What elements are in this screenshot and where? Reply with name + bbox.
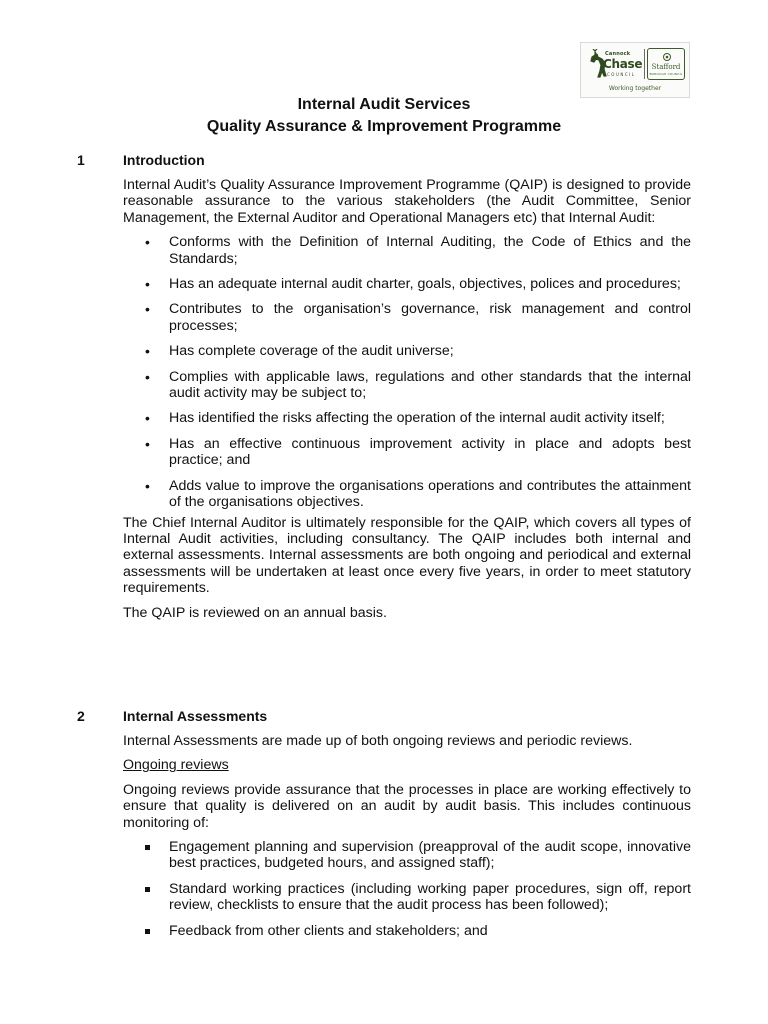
stafford-knot-icon <box>662 52 672 62</box>
list-item: • Has an effective continuous improvement activity in place and adopts best practice; and <box>145 435 691 469</box>
list-item: Standard working practices (including working paper procedures, sign off, report review, checklists to ensure that the audit process has been followed); <box>123 881 691 914</box>
bullet-icon: • <box>145 410 150 427</box>
council-name-small: Cannock <box>605 51 631 57</box>
section-1-intro: Internal Audit’s Quality Assurance Improvement Programme (QAIP) is designed to provide reasonable assurance to the various stakeholders (the Audit Committee, Senior Management, the External Auditor and Operational Managers etc) that Internal Audit: <box>123 177 691 226</box>
logo-divider <box>644 49 645 79</box>
list-item: • Has an adequate internal audit charter, goals, objectives, polices and procedures; <box>145 276 681 293</box>
bullet-icon: • <box>145 276 150 293</box>
bullet-icon: • <box>145 343 150 360</box>
list-item: • Has identified the risks affecting the operation of the internal audit activity itself; <box>145 410 665 427</box>
section-1-paragraph-qaip: The Chief Internal Auditor is ultimately responsible for the QAIP, which covers all types of Internal Audit activities, including consultancy. The QAIP includes both internal and external assessments. Internal assessments are both ongoing and periodical and external assessments will be undertaken at least once every five years, in order to meet statutory requirements. <box>123 514 691 597</box>
ongoing-reviews-paragraph: Ongoing reviews provide assurance that the processes in place are working effectively to ensure that quality is delivered on an audit by audit basis. This includes continuous monitoring of: <box>123 781 691 831</box>
bullet-icon: • <box>145 435 150 452</box>
list-item: • Complies with applicable laws, regulations and other standards that the internal audit activity may be subject to; <box>145 368 691 402</box>
section-1-body <box>123 177 691 629</box>
square-bullet-icon <box>145 845 150 850</box>
logo-tagline: Working together <box>608 85 662 92</box>
partner-subtitle: BOROUGH COUNCIL <box>649 72 683 76</box>
section-2-heading: Internal Assessments <box>123 708 268 724</box>
partner-name: Stafford <box>651 63 681 71</box>
page-subtitle: Quality Assurance & Improvement Programme <box>206 118 562 135</box>
list-item: • Conforms with the Definition of Internal Auditing, the Code of Ethics and the Standards; <box>145 234 691 267</box>
section-2-body <box>123 733 691 948</box>
square-bullet-icon <box>145 929 150 934</box>
section-1-number: 1 <box>77 152 85 168</box>
section-1-heading: Introduction <box>123 152 205 168</box>
bullet-icon: • <box>145 301 150 318</box>
list-item: • Has complete coverage of the audit universe; <box>145 343 454 360</box>
list-item: • Adds value to improve the organisations operations and contributes the attainment of the organisations objectives. <box>145 477 691 511</box>
council-label: COUNCIL <box>607 72 636 77</box>
bullet-icon: • <box>145 368 150 385</box>
partner-crest <box>647 48 685 80</box>
section-1-paragraph-review: The QAIP is reviewed on an annual basis. <box>123 604 387 621</box>
section-2-number: 2 <box>77 708 85 724</box>
page-title: Internal Audit Services <box>297 96 471 113</box>
list-item: • Contributes to the organisation’s governance, risk management and control processes; <box>145 301 691 334</box>
list-item: Engagement planning and supervision (preapproval of the audit scope, innovative best practices, budgeted hours, and assigned staff); <box>123 839 691 872</box>
section-2-bullet-list <box>123 839 691 939</box>
section-2-intro: Internal Assessments are made up of both ongoing reviews and periodic reviews. <box>123 733 633 749</box>
list-item: Feedback from other clients and stakeholders; and <box>123 923 691 939</box>
square-bullet-icon <box>145 887 150 892</box>
bullet-icon: • <box>145 234 150 251</box>
council-name-large: Chase <box>603 57 643 71</box>
council-logo <box>580 42 690 98</box>
ongoing-reviews-subheading: Ongoing reviews <box>123 757 229 774</box>
bullet-icon: • <box>145 477 150 494</box>
section-1-bullet-list <box>123 234 691 510</box>
